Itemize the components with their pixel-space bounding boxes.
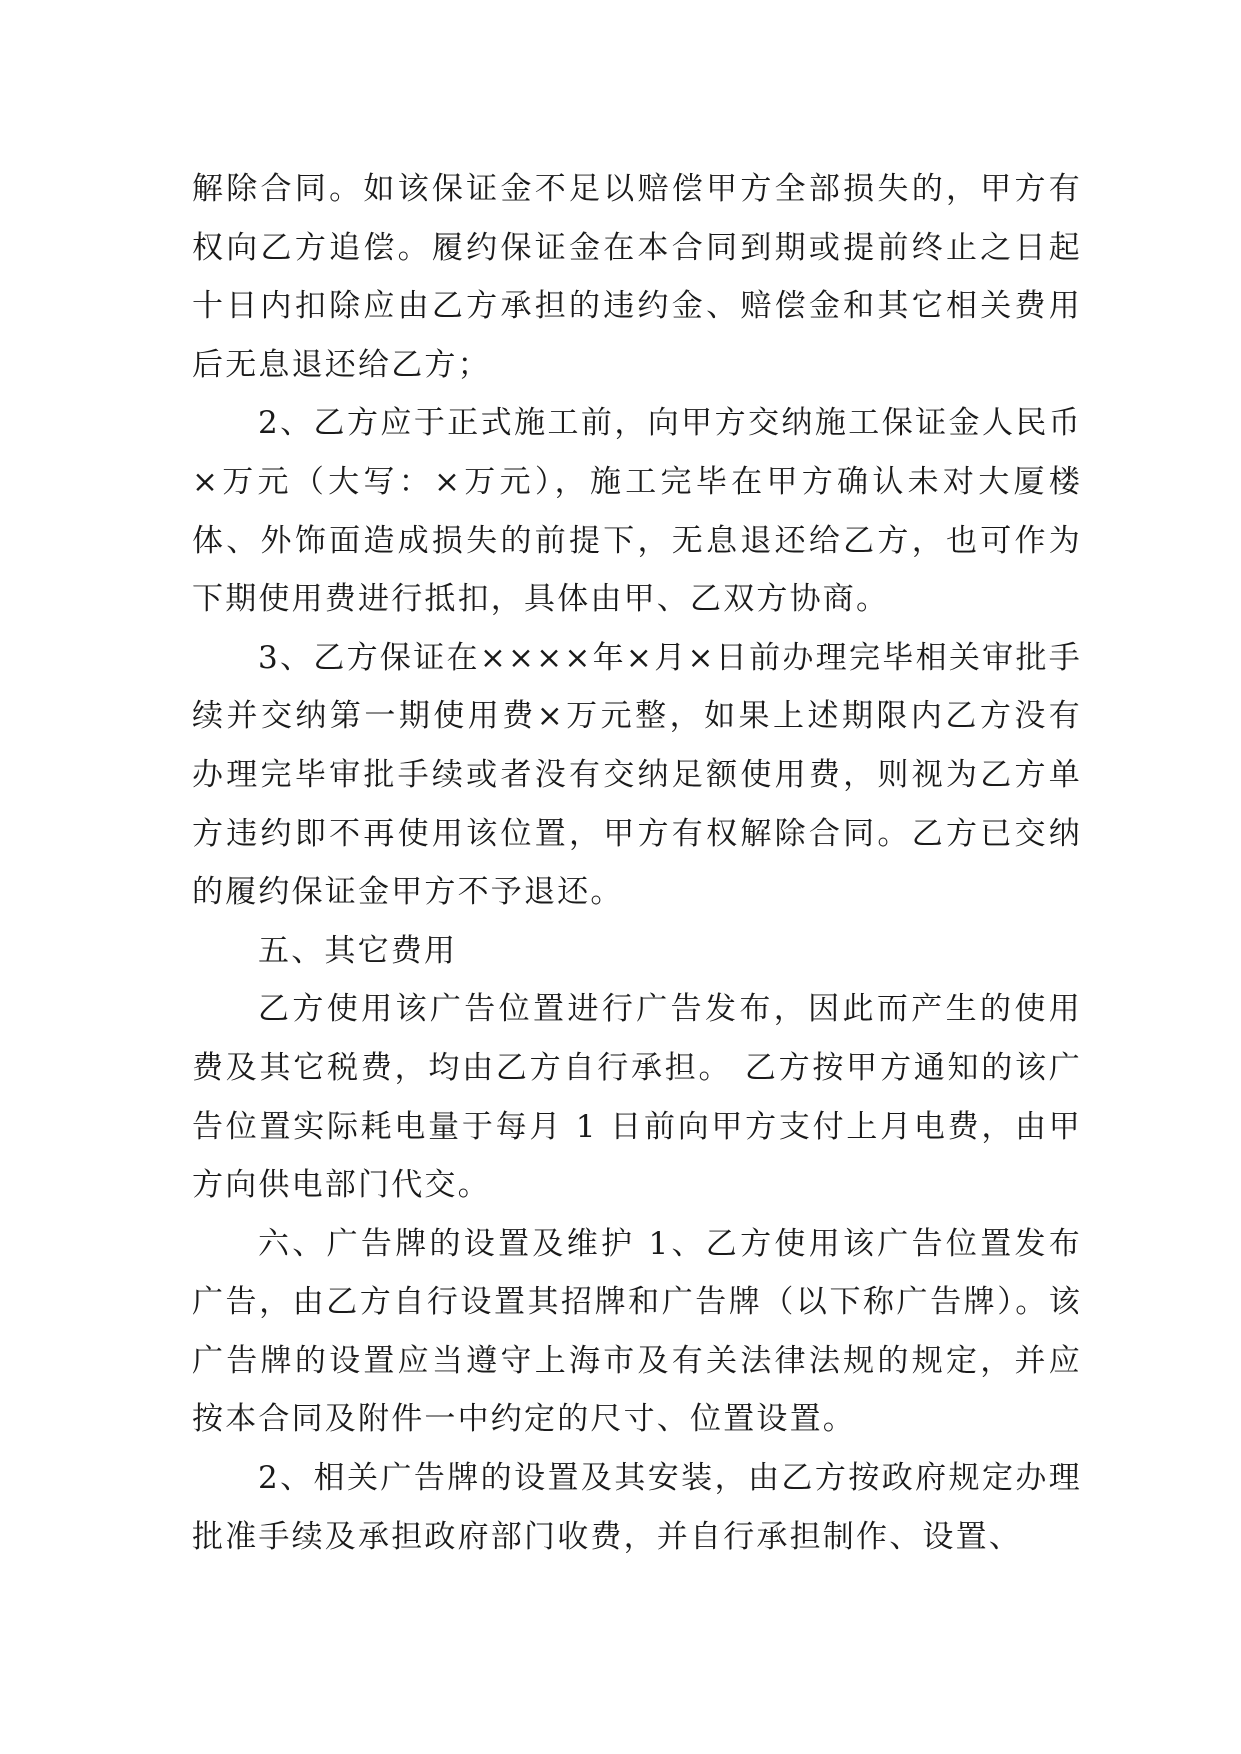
paragraph-other-fees: 乙方使用该广告位置进行广告发布，因此而产生的使用费及其它税费，均由乙方自行承担。 乙方按甲方通知的该广告位置实际耗电量于每月 1 日前向甲方支付上月电费，由甲方向供电部门代交。 (192, 991, 1082, 1204)
paragraph-billboard-installation: 2、相关广告牌的设置及其安装，由乙方按政府规定办理批准手续及承担政府部门收费，并自行承担制作、设置、 (192, 1460, 1082, 1555)
paragraph-deposit-refund: 解除合同。如该保证金不足以赔偿甲方全部损失的，甲方有权向乙方追偿。履约保证金在本合同到期或提前终止之日起十日内扣除应由乙方承担的违约金、赔偿金和其它相关费用后无息退还给乙方； (192, 171, 1082, 383)
section-heading-other-fees: 五、其它费用 (258, 932, 458, 969)
paragraph-billboard-setup: 六、广告牌的设置及维护 1、乙方使用该广告位置发布广告，由乙方自行设置其招牌和广告牌（以下称广告牌）。该广告牌的设置应当遵守上海市及有关法律法规的规定，并应按本合同及附件一中约定的尺寸、位置设置。 (192, 1225, 1082, 1438)
paragraph-construction-deposit: 2、乙方应于正式施工前，向甲方交纳施工保证金人民币×万元（大写：×万元），施工完毕在甲方确认未对大厦楼体、外饰面造成损失的前提下，无息退还给乙方，也可作为下期使用费进行抵扣，具体由甲、乙双方协商。 (192, 405, 1082, 618)
paragraph-approval-deadline: 3、乙方保证在××××年×月×日前办理完毕相关审批手续并交纳第一期使用费×万元整，如果上述期限内乙方没有办理完毕审批手续或者没有交纳足额使用费，则视为乙方单方违约即不再使用该位置，甲方有权解除合同。乙方已交纳的履约保证金甲方不予退还。 (192, 639, 1082, 911)
document-body (192, 160, 1082, 1566)
